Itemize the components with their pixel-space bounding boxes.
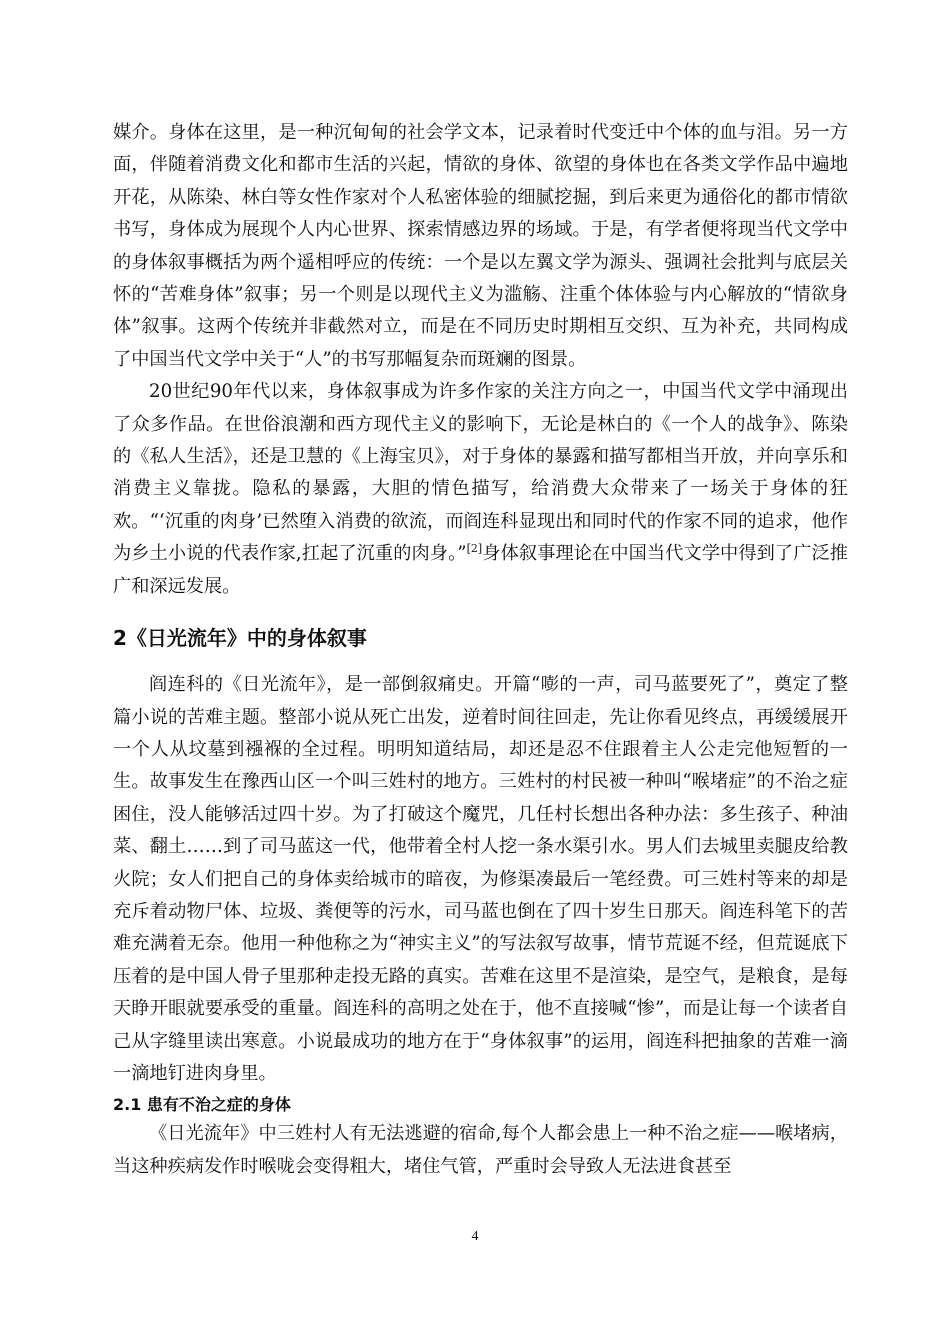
paragraph-text-tail: 身体叙事理论在中国当代文学中得到了广泛推广和深远发展。 bbox=[113, 543, 848, 597]
paragraph-disease-body: 《日光流年》中三姓村人有无法逃避的宿命,每个人都会患上一种不治之症——喉堵病，当这种疾病发作时喉咙会变得粗大，堵住气管，严重时会导致人无法进食甚至 bbox=[113, 1123, 848, 1177]
page-number: 4 bbox=[471, 1229, 479, 1244]
paragraph-continued: 媒介。身体在这里，是一种沉甸甸的社会学文本，记录着时代变迁中个体的血与泪。另一方面，伴随着消费文化和都市生活的兴起，情欲的身体、欲望的身体也在各类文学作品中遍地开花，从陈染、林白等女性作家对个人私密体验的细腻挖掘，到后来更为通俗化的都市情欲书写，身体成为展现个人内心世界、探索情感边界的场域。于是，有学者便将现当代文学中的身体叙事概括为两个遥相呼应的传统：一个是以左翼文学为源头、强调社会批判与底层关怀的“苦难身体”叙事；另一个则是以现代主义为滥觞、注重个体体验与内心解放的“情欲身体”叙事。这两个传统并非截然对立，而是在不同历史时期相互交织、互为补充，共同构成了中国当代文学中关于“人”的书写那幅复杂而斑斓的图景。 bbox=[113, 122, 848, 370]
paragraph-1990s-body-narrative bbox=[113, 376, 848, 603]
paragraph-text: 20世纪90年代以来，身体叙事成为许多作家的关注方向之一，中国当代文学中涌现出了众多作品。在世俗浪潮和西方现代主义的影响下，无论是林白的《一个人的战争》、陈染的《私人生活》，还是卫慧的《上海宝贝》，对于身体的暴露和描写都相当开放，并向享乐和消费主义靠拢。隐私的暴露，大胆的情色描写，给消费大众带来了一场关于身体的狂欢。“‘沉重的肉身’已然堕入消费的欲流，而阎连科显现出和同时代的作家不同的追求，他作为乡土小说的代表作家,扛起了沉重的肉身。” bbox=[113, 381, 848, 565]
page-body bbox=[113, 117, 848, 1183]
paragraph-rizhi-liunian-summary: 阎连科的《日光流年》，是一部倒叙痛史。开篇“嘭的一声，司马蓝要死了”，奠定了整篇小说的苦难主题。整部小说从死亡出发，逆着时间往回走，先让你看见终点，再缓缓展开一个人从坟墓到襁褓的全过程。明明知道结局，却还是忍不住跟着主人公走完他短暂的一生。故事发生在豫西山区一个叫三姓村的地方。三姓村的村民被一种叫“喉堵症”的不治之症困住，没人能够活过四十岁。为了打破这个魔咒，几任村长想出各种办法：多生孩子、种油菜、翻土……到了司马蓝这一代，他带着全村人挖一条水渠引水。男人们去城里卖腿皮给教火院；女人们把自己的身体卖给城市的暗夜，为修渠凑最后一笔经费。可三姓村等来的却是充斥着动物尸体、垃圾、粪便等的污水，司马蓝也倒在了四十岁生日那天。阎连科笔下的苦难充满着无奈。他用一种他称之为“神实主义”的写法叙写故事，情节荒诞不经，但荒诞底下压着的是中国人骨子里那种走投无路的真实。苦难在这里不是渲染，是空气，是粮食，是每天睁开眼就要承受的重量。阎连科的高明之处在于，他不直接喊“惨”，而是让每一个读者自己从字缝里读出寒意。小说最成功的地方在于“身体叙事”的运用，阎连科把抽象的苦难一滴一滴地钉进肉身里。 bbox=[113, 674, 848, 1084]
subsection-heading-2-1: 2.1 患有不治之症的身体 bbox=[113, 1095, 291, 1115]
section-heading-2: 2《日光流年》中的身体叙事 bbox=[113, 626, 367, 651]
citation-marker: [2] bbox=[466, 542, 483, 556]
